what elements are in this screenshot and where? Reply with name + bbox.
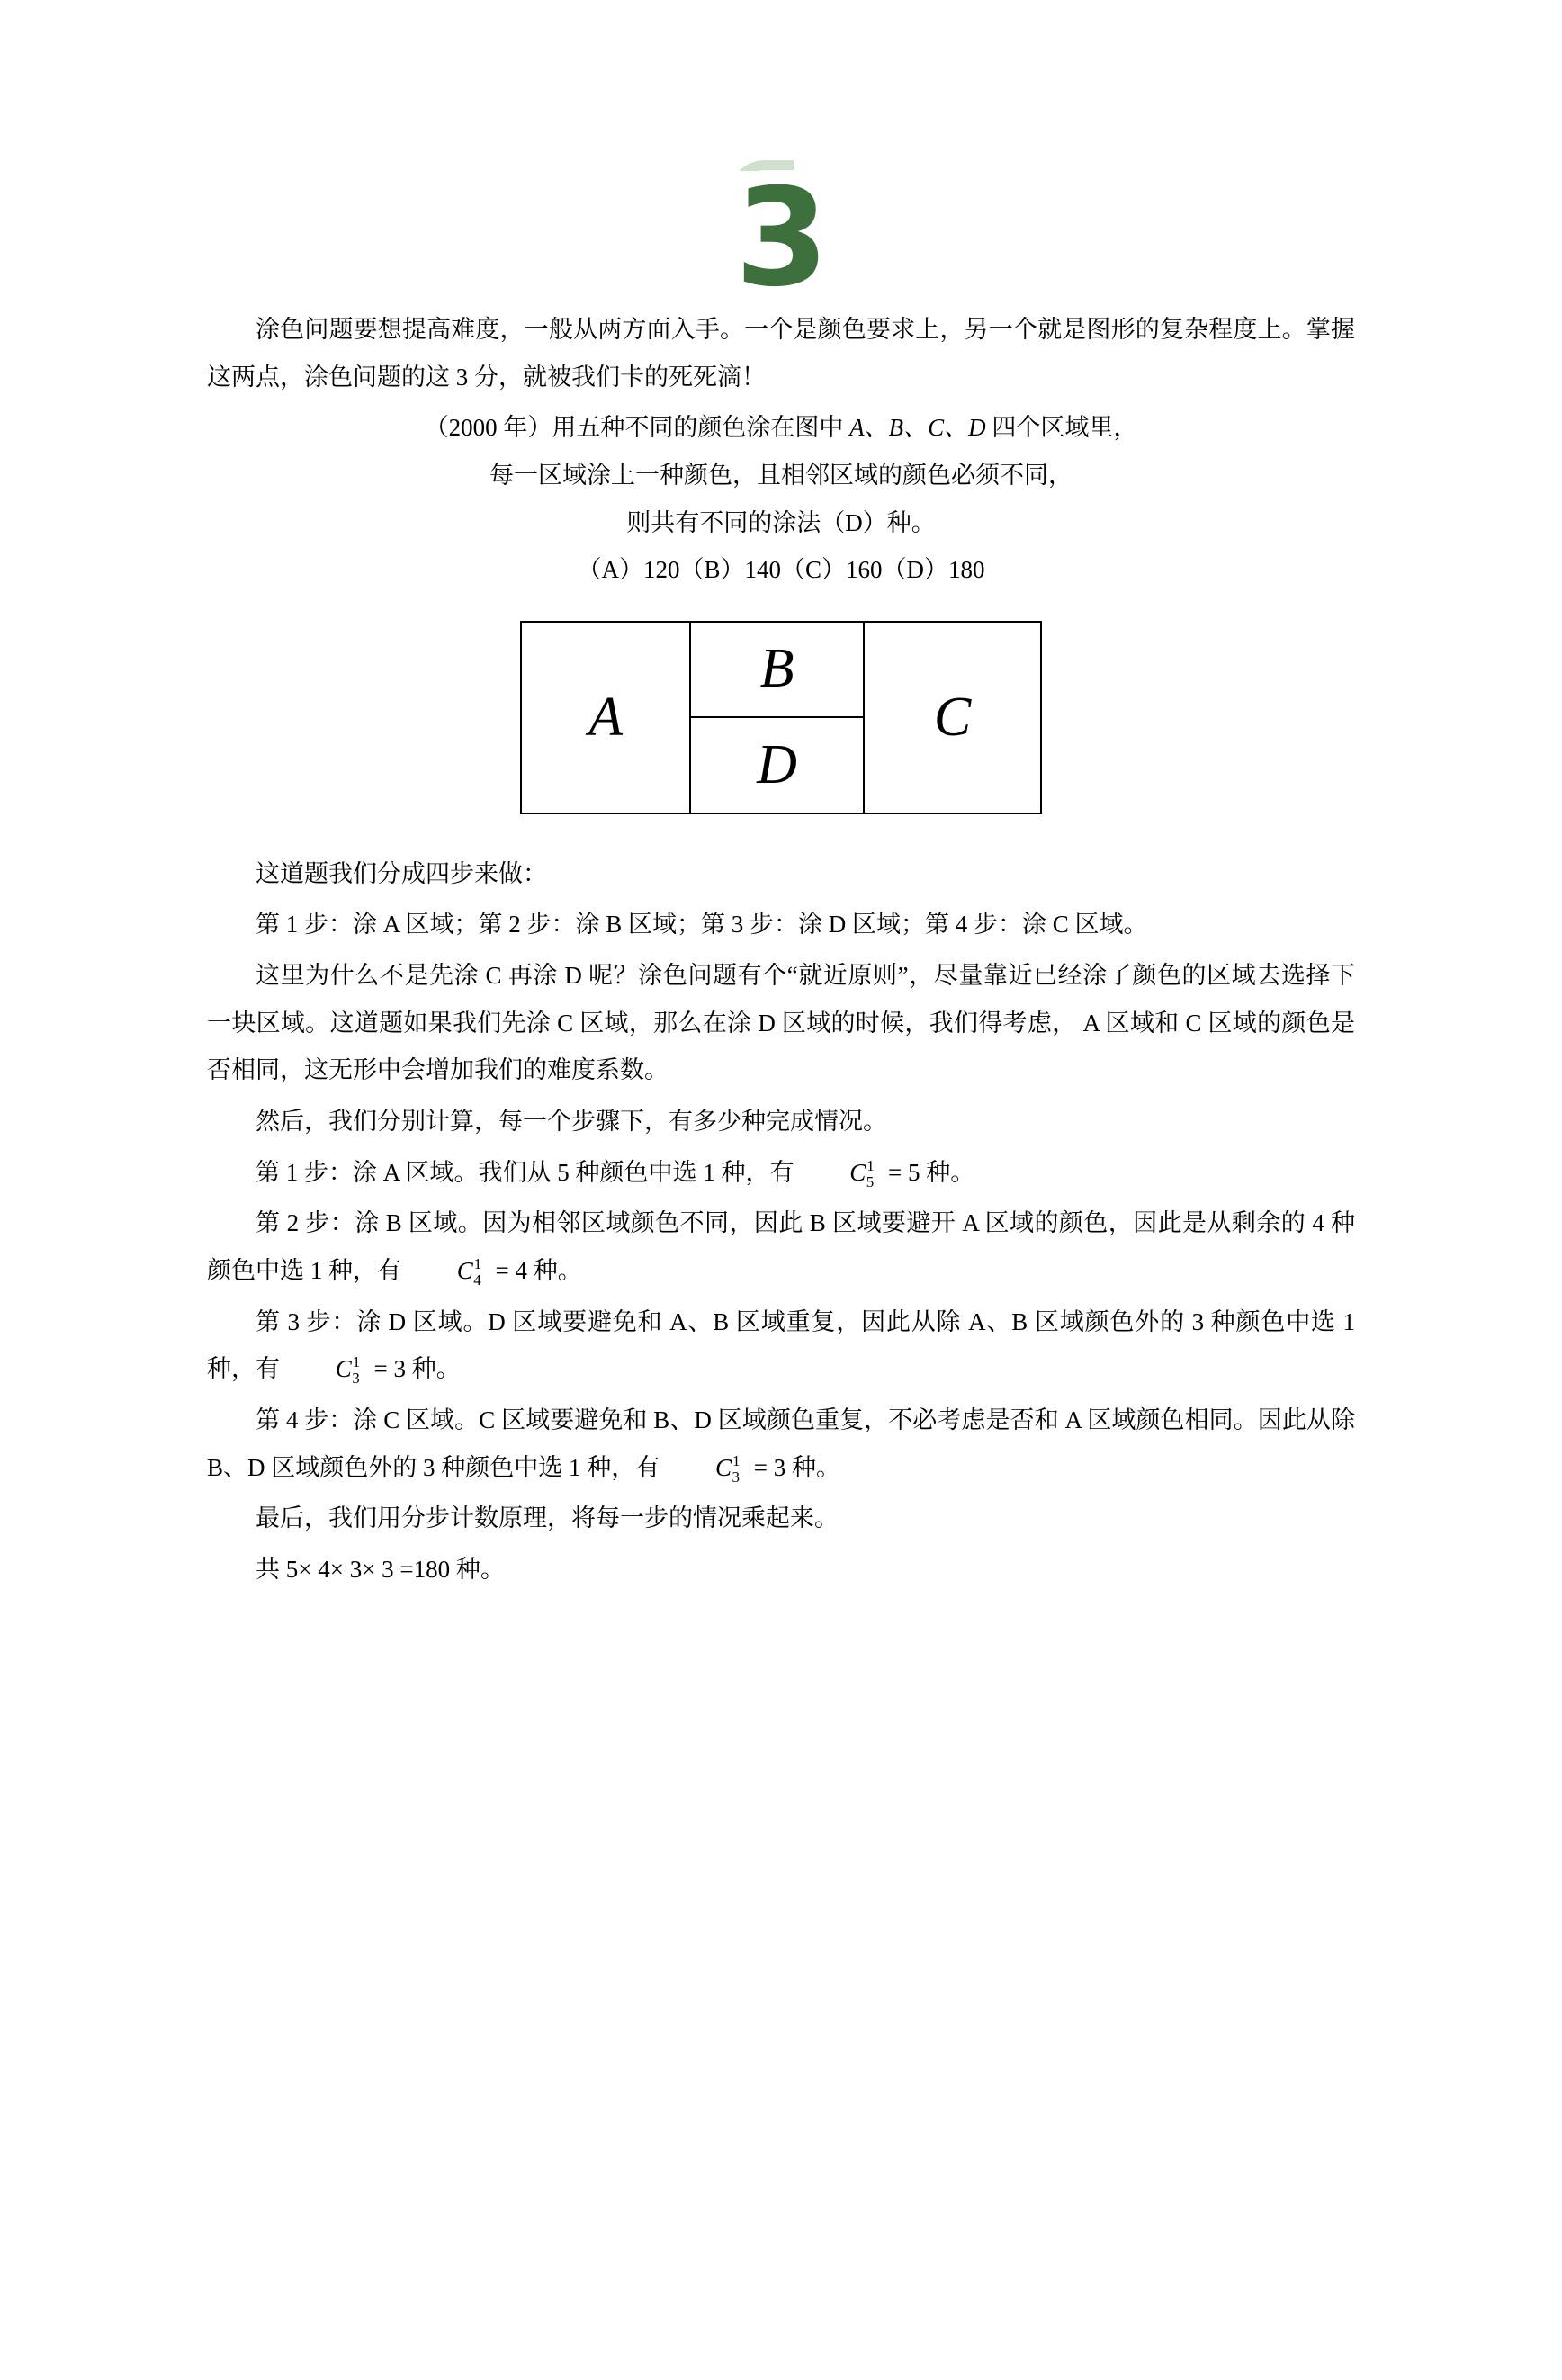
step-4-pre: 第 4 步：涂 C 区域。C 区域要避免和 B、D 区域颜色重复，不必考虑是否和 A 区域颜色相同。因此从除 B、D 区域颜色外的 3 种颜色中选 1 种，有 bbox=[207, 1406, 1355, 1481]
step-2-pre: 第 2 步：涂 B 区域。因为相邻区域颜色不同，因此 B 区域要避开 A 区域的颜色，因此是从剩余的 4 种颜色中选 1 种，有 bbox=[207, 1209, 1355, 1284]
chapter-number-text: 3 bbox=[734, 160, 828, 317]
step-3-comb-sup: 1 bbox=[352, 1353, 361, 1371]
step-3-pre: 第 3 步：涂 D 区域。D 区域要避免和 A、B 区域重复，因此从除 A、B 区域颜色外的 3 种颜色中选 1 种，有 bbox=[207, 1307, 1355, 1383]
solution-steps-overview: 第 1 步：涂 A 区域；第 2 步：涂 B 区域；第 3 步：涂 D 区域；第 4 步：涂 C 区域。 bbox=[256, 911, 1148, 939]
problem-line-1-post: 四个区域里， bbox=[985, 414, 1138, 442]
solution-final-calculation: 共 5× 4× 3× 3 =180 种。 bbox=[256, 1555, 505, 1583]
step-2-combination bbox=[408, 1247, 489, 1295]
problem-options: （A）120（B）140（C）160（D）180 bbox=[577, 556, 985, 584]
solution-step-4 bbox=[207, 1397, 1355, 1491]
solution-then: 然后，我们分别计算，每一个步骤下，有多少种完成情况。 bbox=[256, 1108, 887, 1136]
solution-step-1 bbox=[207, 1149, 1355, 1197]
step-1-pre: 第 1 步：涂 A 区域。我们从 5 种颜色中选 1 种，有 bbox=[256, 1158, 801, 1186]
step-4-combination bbox=[667, 1444, 747, 1492]
problem-line-3: 则共有不同的涂法（D）种。 bbox=[626, 508, 936, 536]
problem-line-1-pre: （2000 年）用五种不同的颜色涂在图中 bbox=[424, 414, 850, 442]
figure-region-c: C bbox=[863, 621, 1042, 814]
problem-line-2: 每一区域涂上一种颜色，且相邻区域的颜色必须不同， bbox=[489, 461, 1073, 489]
step-1-comb-base: C bbox=[849, 1158, 866, 1186]
figure-region-d: D bbox=[689, 716, 865, 814]
intro-paragraph: 涂色问题要想提高难度，一般从两方面入手。一个是颜色要求上，另一个就是图形的复杂程度上。掌握这两点，涂色问题的这 3 分，就被我们卡的死死滴！ bbox=[207, 316, 1355, 391]
document-page bbox=[0, 160, 1562, 2380]
solution-lead: 这道题我们分成四步来做： bbox=[256, 859, 547, 887]
step-4-post: = 3 种。 bbox=[748, 1453, 841, 1481]
problem-line-1 bbox=[207, 404, 1355, 452]
step-3-combination bbox=[287, 1345, 367, 1393]
step-4-comb-base: C bbox=[715, 1453, 732, 1481]
solution-final-lead: 最后，我们用分步计数原理，将每一步的情况乘起来。 bbox=[256, 1504, 839, 1532]
solution-step-2 bbox=[207, 1199, 1355, 1294]
step-3-comb-sub: 3 bbox=[352, 1370, 360, 1388]
step-4-comb-sub: 3 bbox=[732, 1468, 741, 1486]
solution-step-3 bbox=[207, 1298, 1355, 1393]
solution-why: 这里为什么不是先涂 C 再涂 D 呢？涂色问题有个“就近原则”，尽量靠近已经涂了颜色的区域去选择下一块区域。这道题如果我们先涂 C 区域，那么在涂 D 区域的时候，我们得考虑， A 区域和 C 区域的颜色是否相同，这无形中会增加我们的难度系数。 bbox=[207, 962, 1355, 1084]
problem-line-1-variables: A、B、C、D bbox=[849, 414, 986, 442]
step-2-post: = 4 种。 bbox=[489, 1256, 582, 1284]
chapter-number bbox=[207, 160, 1355, 317]
step-1-post: = 5 种。 bbox=[882, 1158, 975, 1186]
step-4-comb-sup: 1 bbox=[732, 1451, 741, 1469]
coloring-figure bbox=[520, 621, 1042, 814]
step-2-comb-sup: 1 bbox=[473, 1254, 482, 1272]
step-3-post: = 3 种。 bbox=[367, 1355, 461, 1383]
step-3-comb-base: C bbox=[335, 1355, 352, 1383]
step-2-comb-base: C bbox=[456, 1256, 473, 1284]
step-1-comb-sup: 1 bbox=[866, 1156, 875, 1174]
step-1-combination bbox=[801, 1149, 881, 1197]
step-2-comb-sub: 4 bbox=[473, 1271, 481, 1289]
figure-region-b: B bbox=[689, 621, 865, 718]
figure-region-a: A bbox=[520, 621, 691, 814]
step-1-comb-sub: 5 bbox=[866, 1172, 875, 1190]
